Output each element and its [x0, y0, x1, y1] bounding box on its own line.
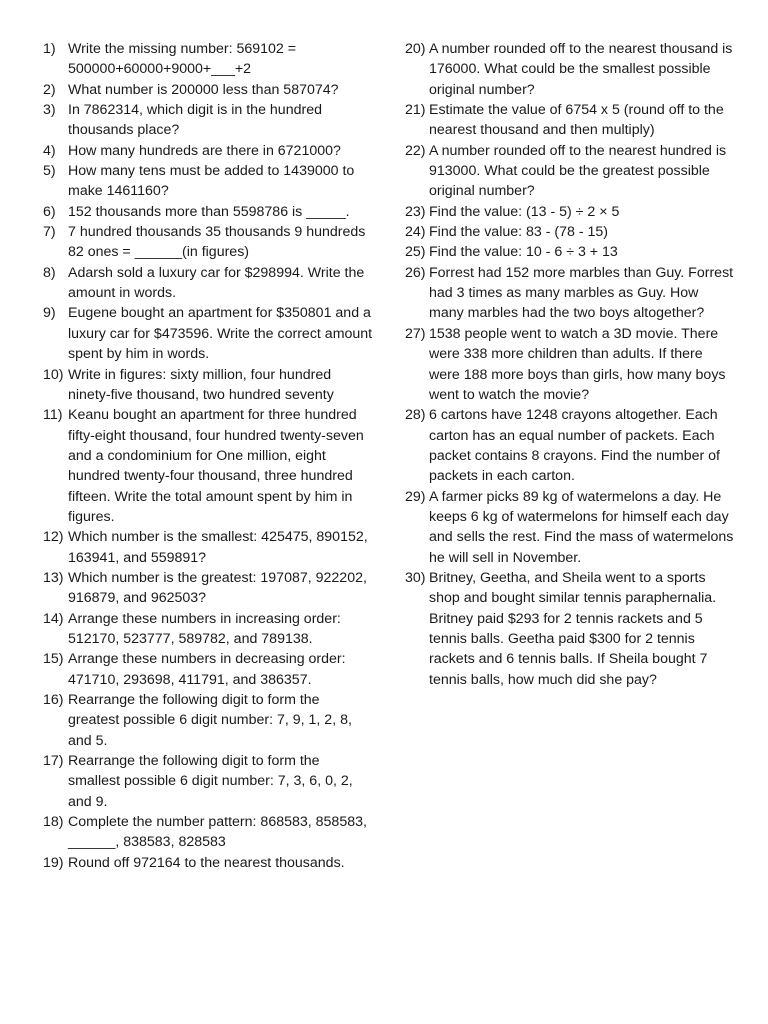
question-3 [43, 100, 373, 141]
question-text: Which number is the greatest: 197087, 922202, 916879, and 962503? [68, 569, 367, 607]
question-5 [43, 161, 373, 202]
left-column [43, 39, 373, 873]
question-text: How many hundreds are there in 6721000? [68, 142, 341, 159]
question-text: A number rounded off to the nearest hundred is 913000. What could be the greatest possible original number? [429, 142, 727, 200]
question-number: 17) [43, 753, 64, 770]
question-number: 20) [405, 41, 426, 57]
question-number: 15) [43, 651, 64, 668]
question-28 [405, 405, 735, 486]
right-column [405, 39, 735, 690]
question-27 [405, 324, 735, 405]
question-number: 18) [43, 814, 64, 831]
question-number: 13) [43, 569, 64, 586]
question-14 [43, 609, 373, 650]
question-12 [43, 527, 373, 568]
question-16 [43, 690, 373, 751]
question-text: Keanu bought an apartment for three hundred fifty-eight thousand, four hundred twenty-seven and a condominium for One million, eight hundred twenty-four thousand, three hundred fifteen. Write the total amount spent by him in figures. [68, 407, 364, 525]
question-26 [405, 263, 735, 324]
question-number: 6) [43, 203, 56, 220]
question-11 [43, 405, 373, 527]
question-text: A farmer picks 89 kg of watermelons a day. He keeps 6 kg of watermelons for himself each day and sells the rest. Find the mass of watermelons he will sell in November. [429, 488, 734, 566]
question-18 [43, 812, 373, 853]
question-number: 5) [43, 163, 56, 180]
question-text: In 7862314, which digit is in the hundred thousands place? [68, 102, 322, 139]
question-number: 27) [405, 325, 426, 342]
question-8 [43, 263, 373, 304]
question-number: 16) [43, 692, 64, 708]
question-text: Rearrange the following digit to form the greatest possible 6 digit number: 7, 9, 1, 2, 8, and 5. [68, 692, 352, 749]
question-number: 12) [43, 529, 64, 546]
question-number: 11) [43, 407, 63, 424]
question-text: Arrange these numbers in increasing order: 512170, 523777, 589782, and 789138. [68, 610, 341, 647]
question-text: Adarsh sold a luxury car for $298994. Write the amount in words. [68, 264, 365, 302]
question-text: Which number is the smallest: 425475, 890152, 163941, and 559891? [68, 529, 368, 566]
question-21 [405, 100, 735, 141]
question-text: Estimate the value of 6754 x 5 (round off to the nearest thousand and then multiply) [429, 102, 724, 139]
question-number: 23) [405, 203, 426, 220]
question-text: Forrest had 152 more marbles than Guy. Forrest had 3 times as many marbles as Guy. How many marbles had the two boys altogether? [429, 264, 734, 322]
question-number: 2) [43, 81, 56, 98]
question-7 [43, 222, 373, 263]
question-15 [43, 649, 373, 690]
question-30 [405, 568, 735, 690]
question-text: Find the value: 83 - (78 - 15) [429, 224, 609, 241]
question-19 [43, 853, 373, 873]
question-text: Eugene bought an apartment for $350801 and a luxury car for $473596. Write the correct amount spent by him in words. [68, 305, 373, 363]
question-text: Britney, Geetha, and Sheila went to a sports shop and bought similar tennis paraphernalia. Britney paid $293 for 2 tennis rackets and 5 tennis balls. Geetha paid $300 for 2 tennis rackets and 6 tennis balls. If Sheila bought 7 tennis balls, how much did she pay? [429, 569, 717, 688]
question-number: 1) [43, 41, 56, 57]
question-text: 152 thousands more than 5598786 is _____. [68, 203, 350, 220]
question-text: 7 hundred thousands 35 thousands 9 hundreds 82 ones = ______(in figures) [68, 224, 366, 261]
question-text: Find the value: (13 - 5) ÷ 2 × 5 [429, 203, 620, 220]
question-24 [405, 222, 735, 242]
question-number: 8) [43, 264, 56, 281]
question-6 [43, 202, 373, 222]
question-text: Complete the number pattern: 868583, 858583, ______, 838583, 828583 [68, 814, 367, 851]
question-text: Find the value: 10 - 6 ÷ 3 + 13 [429, 244, 618, 261]
question-23 [405, 202, 735, 222]
question-20 [405, 39, 735, 100]
question-text: Rearrange the following digit to form the smallest possible 6 digit number: 7, 3, 6, 0, 2, and 9. [68, 753, 353, 810]
question-number: 26) [405, 264, 426, 281]
question-number: 24) [405, 224, 426, 241]
question-number: 21) [405, 102, 426, 119]
question-number: 28) [405, 407, 426, 424]
question-25 [405, 242, 735, 262]
question-text: 6 cartons have 1248 crayons altogether. Each carton has an equal number of packets. Each packet contains 8 crayons. Find the number of packets in each carton. [429, 407, 721, 485]
question-number: 25) [405, 244, 426, 261]
question-9 [43, 303, 373, 364]
question-number: 4) [43, 142, 56, 159]
question-number: 14) [43, 610, 64, 627]
question-number: 3) [43, 102, 56, 119]
question-text: What number is 200000 less than 587074? [68, 81, 339, 98]
question-10 [43, 365, 373, 406]
question-1 [43, 39, 373, 80]
question-number: 29) [405, 488, 426, 505]
question-number: 22) [405, 142, 426, 159]
question-number: 19) [43, 854, 64, 871]
question-text: 1538 people went to watch a 3D movie. There were 338 more children than adults. If there were 188 more boys than girls, how many boys went to watch the movie? [429, 325, 726, 403]
question-text: How many tens must be added to 1439000 to make 1461160? [68, 163, 355, 200]
question-number: 10) [43, 366, 64, 383]
question-22 [405, 141, 735, 202]
question-13 [43, 568, 373, 609]
question-17 [43, 751, 373, 812]
question-number: 9) [43, 305, 56, 322]
question-text: Write the missing number: 569102 = 500000+60000+9000+___+2 [68, 41, 297, 78]
question-number: 7) [43, 224, 56, 241]
question-number: 30) [405, 569, 426, 586]
question-text: Write in figures: sixty million, four hundred ninety-five thousand, two hundred seventy [68, 366, 334, 403]
question-text: A number rounded off to the nearest thousand is 176000. What could be the smallest possible original number? [429, 41, 733, 98]
question-text: Round off 972164 to the nearest thousands. [68, 854, 345, 871]
question-4 [43, 141, 373, 161]
question-2 [43, 80, 373, 100]
question-29 [405, 487, 735, 568]
question-text: Arrange these numbers in decreasing order: 471710, 293698, 411791, and 386357. [68, 651, 346, 688]
